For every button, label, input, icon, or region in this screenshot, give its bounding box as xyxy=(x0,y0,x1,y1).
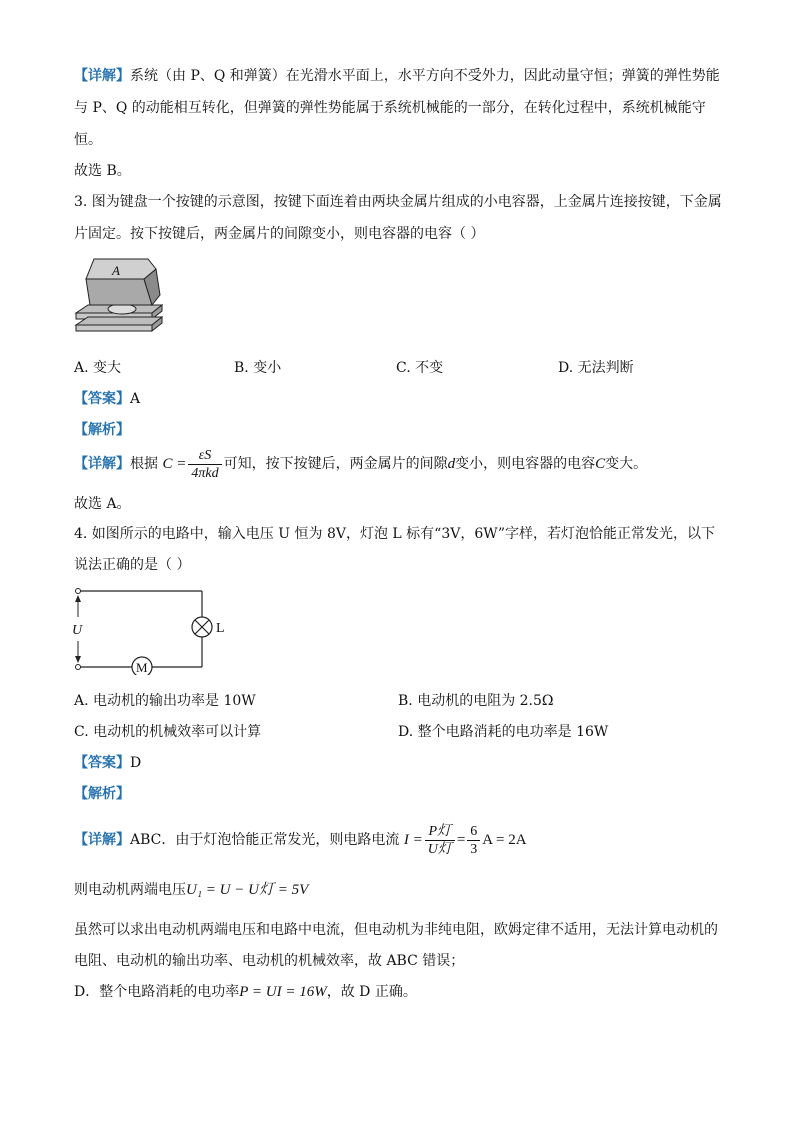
q3-option-c: C. 不变 xyxy=(396,360,444,376)
q4-stem-line-2: 说法正确的是（ ） xyxy=(74,557,191,573)
q3-stem-line-2: 片固定。按下按键后，两金属片的间隙变小，则电容器的电容（ ） xyxy=(74,226,485,242)
q4-option-b: B. 电动机的电阻为 2.5Ω xyxy=(398,693,554,709)
q3-detail: 【详解】根据 C = $\frac{\varepsilon S}{\text{4πkd}}$ 可知，按下按键后，两金属片的间隙d变小，则电容器的电容C变大。 xyxy=(74,447,648,481)
q3-stem-line-1: 3. 图为键盘一个按键的示意图，按键下面连着由两块金属片组成的小电容器，上金属片连接按键，下金属 xyxy=(74,194,722,210)
q3-option-b: B. 变小 xyxy=(234,360,282,376)
current-value-fraction: $\frac{6}{3}$ xyxy=(467,823,480,858)
q4-stem-line-1: 4. 如图所示的电路中，输入电压 U 恒为 8V，灯泡 L 标有“3V，6W”字样，若灯泡恰能正常发光，以下 xyxy=(74,526,716,542)
q4-para-line-1: 虽然可以求出电动机两端电压和电路中电流，但电动机为非纯电阻，欧姆定律不适用，无法计算电动机的 xyxy=(74,922,718,938)
q4-option-d: D. 整个电路消耗的电功率是 16W xyxy=(398,724,609,740)
q4-detail-current: 【详解】ABC．由于灯泡恰能正常发光，则电路电流 I = $\frac{\text{P灯}}{\text{U灯}}$ = $\frac{6}{3}$ A = 2A xyxy=(74,823,527,857)
circuit-diagram xyxy=(68,585,248,675)
motor-voltage-formula: U₁ = U − U灯 = 5V xyxy=(186,882,309,898)
q3-option-d: D. 无法判断 xyxy=(558,360,634,376)
q4-answer: 【答案】D xyxy=(74,755,142,771)
q2-choose: 故选 B。 xyxy=(74,163,131,179)
capacitance-fraction: $\frac{\varepsilon S}{\text{4πkd}}$ xyxy=(188,447,221,482)
current-fraction: $\frac{\text{P灯}}{\text{U灯}}$ xyxy=(425,823,455,858)
q2-detail-line-2: 与 P、Q 的动能相互转化，但弹簧的弹性势能属于系统机械能的一部分，在转化过程中，系统机械能守 xyxy=(74,100,706,116)
q4-option-c: C. 电动机的机械效率可以计算 xyxy=(74,724,262,740)
motor-label: M xyxy=(136,660,148,675)
q4-para-line-2: 电阻、电动机的输出功率、电动机的机械效率，故 ABC 错误； xyxy=(74,953,465,969)
q2-detail-line-3: 恒。 xyxy=(74,132,102,148)
keyboard-key-figure xyxy=(72,255,172,345)
power-formula: P = UI = 16W xyxy=(239,984,327,1000)
q3-choose: 故选 A。 xyxy=(74,496,131,512)
capacitance-formula-lhs: C = xyxy=(162,456,187,472)
q4-option-d-conclusion: D．整个电路消耗的电功率P = UI = 16W，故 D 正确。 xyxy=(74,984,417,1000)
current-formula-lhs: I = xyxy=(403,832,423,848)
q4-motor-voltage: 则电动机两端电压U₁ = U − U灯 = 5V xyxy=(74,882,309,898)
q3-analysis-tag: 【解析】 xyxy=(74,422,130,438)
q3-answer: 【答案】A xyxy=(74,391,141,407)
detail-tag: 【详解】 xyxy=(74,68,130,84)
key-letter: A xyxy=(112,263,120,278)
lamp-label: L xyxy=(216,621,225,636)
answer-tag: 【答案】 xyxy=(74,391,130,407)
q2-detail-line-1: 【详解】系统（由 P、Q 和弹簧）在光滑水平面上，水平方向不受外力，因此动量守恒；弹簧的弹性势能 xyxy=(74,68,720,84)
q4-analysis-tag: 【解析】 xyxy=(74,786,130,802)
q3-option-a: A. 变大 xyxy=(74,360,122,376)
voltage-label: U xyxy=(72,623,83,638)
q4-option-a: A. 电动机的输出功率是 10W xyxy=(74,693,256,709)
